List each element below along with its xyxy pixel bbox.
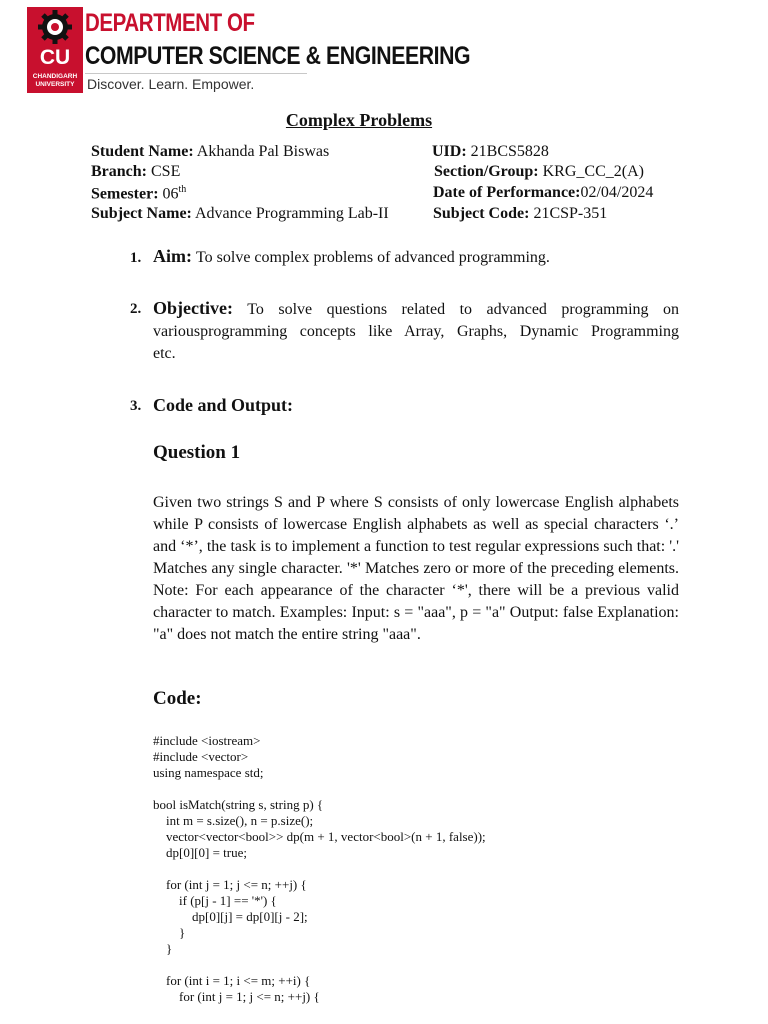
code-line: #include <vector>	[153, 749, 249, 764]
subject-code-field	[433, 205, 607, 223]
objective-number: 2.	[130, 301, 142, 317]
objective-label: Objective:	[153, 298, 233, 318]
objective-line1: To solve questions related to advanced programming on	[247, 301, 680, 318]
code-line: for (int j = 1; j <= n; ++j) {	[153, 989, 320, 1004]
aim-section	[153, 246, 550, 267]
aim-text: To solve complex problems of advanced programming.	[196, 249, 550, 266]
student-name-field	[91, 143, 329, 161]
code-output-number: 3.	[130, 398, 142, 414]
date-value: 02/04/2024	[580, 184, 654, 201]
objective-section	[153, 297, 679, 365]
semester-value: 06	[162, 185, 179, 203]
code-line: for (int j = 1; j <= n; ++j) {	[153, 877, 307, 892]
tagline: Discover. Learn. Empower.	[87, 76, 255, 92]
question-heading: Question 1	[153, 442, 241, 463]
date-field	[433, 184, 653, 202]
date-label: Date of Performance:	[433, 184, 581, 201]
uid-field	[432, 143, 549, 161]
section-field	[434, 163, 644, 181]
cu-emblem-icon	[27, 7, 83, 93]
svg-text:UNIVERSITY: UNIVERSITY	[35, 81, 75, 88]
subject-name-value: Advance Programming Lab-II	[195, 205, 389, 222]
objective-line2: variousprogramming concepts like Array, Graphs, Dynamic Programming	[153, 323, 679, 340]
student-name-label: Student Name:	[91, 143, 194, 160]
department-title-line2: COMPUTER SCIENCE & ENGINEERING	[85, 42, 471, 70]
code-heading: Code:	[153, 688, 202, 709]
subject-code-value: 21CSP-351	[533, 205, 608, 222]
svg-text:CU: CU	[39, 46, 71, 69]
code-line: vector<vector<bool>> dp(m + 1, vector<bool>(n + 1, false));	[153, 829, 486, 844]
subject-name-label: Subject Name:	[91, 205, 192, 222]
aim-number: 1.	[130, 250, 142, 266]
section-label: Section/Group:	[434, 163, 539, 180]
section-value: KRG_CC_2(A)	[542, 163, 644, 180]
code-line	[153, 781, 713, 797]
code-line: }	[153, 925, 186, 940]
code-line: if (p[j - 1] == '*') {	[153, 893, 277, 908]
code-line: bool isMatch(string s, string p) {	[153, 797, 324, 812]
code-line: #include <iostream>	[153, 733, 261, 748]
code-line: }	[153, 941, 173, 956]
branch-value: CSE	[151, 163, 181, 180]
semester-suffix: th	[178, 184, 187, 195]
code-line	[153, 957, 713, 973]
branch-label: Branch:	[91, 163, 147, 180]
document-title: Complex Problems	[285, 110, 433, 130]
code-line: using namespace std;	[153, 765, 264, 780]
code-block	[153, 733, 713, 1005]
department-title-line1: DEPARTMENT OF	[85, 9, 255, 37]
code-output-heading: Code and Output:	[153, 395, 294, 415]
subject-name-field	[91, 205, 389, 223]
code-line: for (int i = 1; i <= m; ++i) {	[153, 973, 311, 988]
department-header	[27, 7, 487, 93]
header-divider	[85, 73, 307, 74]
svg-text:CHANDIGARH: CHANDIGARH	[32, 73, 78, 80]
uid-value: 21BCS5828	[470, 143, 549, 160]
code-line: int m = s.size(), n = p.size();	[153, 813, 314, 828]
question-text: Given two strings S and P where S consists of only lowercase English alphabets while P consists of lowercase English alphabets as well as special characters ‘.’ and ‘*’, the task is to implement a function to test regular expressions such that: '.' Matches any single character. '*' Matches zero or more of the preceding elements. Note: For each appearance of the character ‘*', there will be a previous valid character to match. Examples: Input: s = "aaa", p = "a" Output: false Explanation: "a" does not match the entire string "aaa".	[153, 494, 679, 643]
uid-label: UID:	[432, 143, 467, 160]
code-line	[153, 861, 713, 877]
code-line: dp[0][0] = true;	[153, 845, 247, 860]
student-name-value: Akhanda Pal Biswas	[196, 143, 330, 160]
objective-line3: etc.	[153, 345, 176, 362]
branch-field	[91, 163, 180, 181]
university-logo	[27, 7, 83, 93]
semester-label: Semester:	[91, 185, 159, 203]
subject-code-label: Subject Code:	[433, 205, 530, 222]
semester-field	[91, 184, 186, 203]
code-line: dp[0][j] = dp[0][j - 2];	[153, 909, 308, 924]
aim-label: Aim:	[153, 246, 192, 266]
